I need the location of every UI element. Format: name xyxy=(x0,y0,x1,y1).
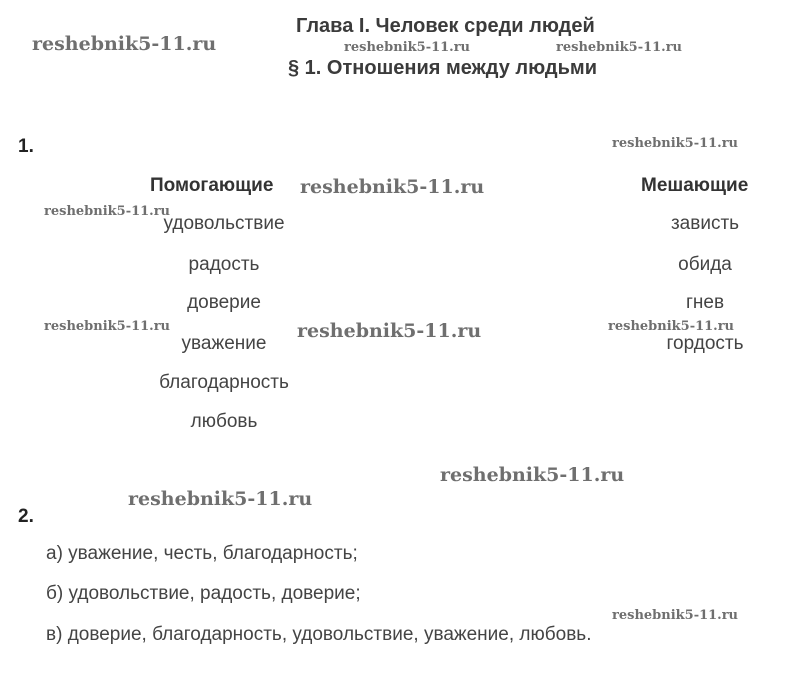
section-title: § 1. Отношения между людьми xyxy=(288,57,598,79)
helping-item: любовь xyxy=(190,411,258,432)
watermark: reshebnik5-11.ru xyxy=(44,319,171,334)
helping-item: доверие xyxy=(187,292,261,313)
helping-item: уважение xyxy=(181,333,267,354)
watermark: reshebnik5-11.ru xyxy=(44,204,171,219)
task-1-number: 1. xyxy=(18,136,34,157)
chapter-title: Глава I. Человек среди людей xyxy=(296,15,595,37)
helping-item: благодарность xyxy=(159,372,289,393)
watermark: reshebnik5-11.ru xyxy=(612,608,739,623)
helping-item: радость xyxy=(188,254,260,275)
hindering-item: зависть xyxy=(670,213,740,234)
hindering-item: обида xyxy=(678,254,732,275)
watermark: reshebnik5-11.ru xyxy=(344,40,471,55)
watermark: reshebnik5-11.ru xyxy=(128,488,313,510)
hindering-column-heading: Мешающие xyxy=(641,175,749,196)
helping-item: удовольствие xyxy=(163,213,285,234)
answer-line: а) уважение, честь, благодарность; xyxy=(46,543,358,564)
answer-line: в) доверие, благодарность, удовольствие, уважение, любовь. xyxy=(46,624,592,645)
hindering-item: гордость xyxy=(666,333,744,354)
watermark: reshebnik5-11.ru xyxy=(297,320,482,342)
task-2-number: 2. xyxy=(18,506,34,527)
hindering-item: гнев xyxy=(685,292,725,313)
watermark: reshebnik5-11.ru xyxy=(556,40,683,55)
watermark: reshebnik5-11.ru xyxy=(300,176,485,198)
watermark: reshebnik5-11.ru xyxy=(608,319,735,334)
answer-line: б) удовольствие, радость, доверие; xyxy=(46,583,361,604)
watermark: reshebnik5-11.ru xyxy=(440,464,625,486)
watermark: reshebnik5-11.ru xyxy=(612,136,739,151)
watermark: reshebnik5-11.ru xyxy=(32,33,217,55)
helping-column-heading: Помогающие xyxy=(150,175,274,196)
